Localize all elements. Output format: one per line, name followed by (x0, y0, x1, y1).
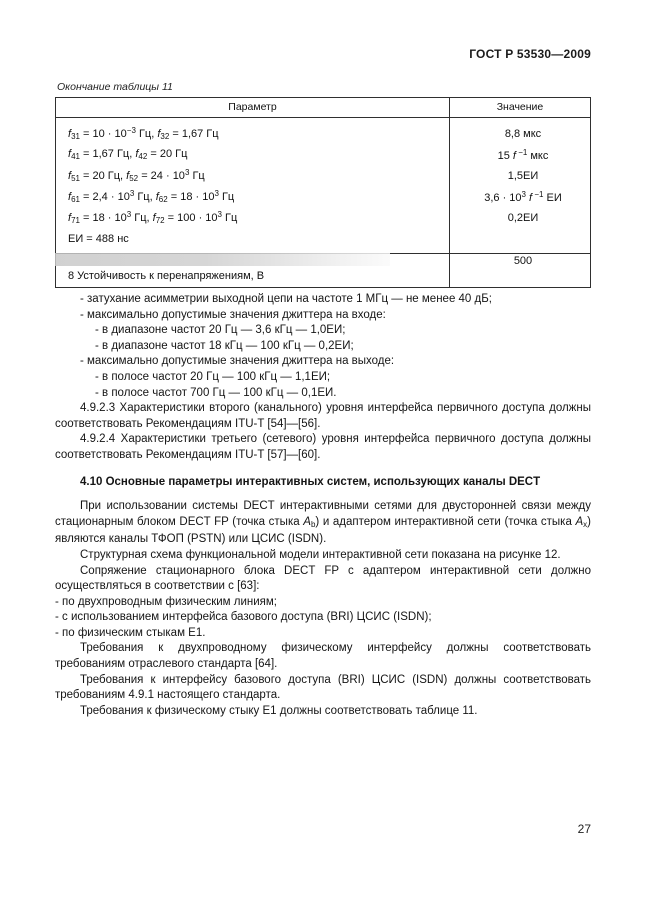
body-text (55, 292, 591, 719)
paragraph: Требования к интерфейсу базового доступа (BRI) ЦСИС (ISDN) должны соответствовать требованиям 4.9.1 настоящего стандарта. (55, 673, 591, 702)
column-header-value: Значение (450, 98, 591, 118)
table-row (56, 186, 591, 207)
param-cell: $f_{51} = 20$ Гц, $f_{52} = 24 \cdot 10^3$ Гц (56, 165, 450, 186)
param-cell: 8 Устойчивость к перенапряжениям, В (56, 254, 450, 288)
table-caption: Окончание таблицы 11 (57, 81, 173, 93)
paragraph: 4.9.2.4 Характеристики третьего (сетевого) уровня интерфейса первичного доступа должны соответствовать Рекомендациям ITU-T [57]—[60]. (55, 433, 591, 461)
value-cell: 0,2ЕИ (450, 207, 591, 228)
value-cell: 500 (450, 254, 591, 288)
table-row (56, 165, 591, 186)
list-item: - с использованием интерфейса базового доступа (BRI) ЦСИС (ISDN); (55, 611, 432, 624)
column-header-param: Параметр (56, 98, 450, 118)
param-cell: $f_{61} = 2,4 \cdot 10^3$ Гц, $f_{62} = 18 \cdot 10^3$ Гц (56, 186, 450, 207)
page-number: 27 (577, 822, 591, 836)
table-row (56, 144, 591, 165)
list-item: - в полосе частот 20 Гц — 100 кГц — 1,1ЕИ; (95, 370, 331, 383)
list-item: - затухание асимметрии выходной цепи на частоте 1 МГц — не менее 40 дБ; (80, 293, 492, 305)
value-cell: 15 f $^{-1}$ мкс (450, 144, 591, 165)
paragraph: 4.9.2.3 Характеристики второго (канального) уровня интерфейса первичного доступа должны соответствовать Рекомендациям ITU-T [54]—[56]. (55, 402, 591, 430)
value-cell: $3,6 \cdot 10^3$ f $^{-1}$ ЕИ (450, 186, 591, 207)
paragraph: Требования к двухпроводному физическому интерфейсу должны соответствовать требованиям отраслевого стандарта [64]. (55, 642, 591, 671)
list-item: - максимально допустимые значения джиттера на входе: (80, 308, 386, 321)
paragraph: При использовании системы DECT интерактивными сетями для двусторонней связи между стационарным блоком DECT FP (точка стыка $A_b$) и адаптером интерактивной сети (точка стыка $A_x$) являются каналы ТФОП (PSTN) или ЦСИС (ISDN). (55, 500, 591, 546)
list-item: - в диапазоне частот 20 Гц — 3,6 кГц — 1,0ЕИ; (95, 324, 346, 337)
param-cell: $f_{31} = 10 \cdot 10^{-3}$ Гц, $f_{32} = 1,67$ Гц (56, 118, 450, 145)
param-cell: ЕИ = 488 нс (56, 228, 450, 254)
list-item: - по двухпроводным физическим линиям; (55, 595, 277, 608)
table-row (56, 118, 591, 145)
list-item: - по физическим стыкам Е1. (55, 626, 206, 639)
list-item: - максимально допустимые значения джиттера на выходе: (80, 355, 395, 368)
value-cell: 1,5ЕИ (450, 165, 591, 186)
paragraph: Сопряжение стационарного блока DECT FP с адаптером интерактивной сети должно осуществляться в соответствии с [63]: (55, 564, 591, 593)
list-item: - в полосе частот 700 Гц — 100 кГц — 0,1ЕИ. (95, 386, 337, 399)
param-cell: $f_{41} = 1,67$ Гц, $f_{42} = 20$ Гц (56, 144, 450, 165)
table-row (56, 228, 591, 254)
param-cell: $f_{71} = 18 \cdot 10^3$ Гц, $f_{72} = 100 \cdot 10^3$ Гц (56, 207, 450, 228)
paragraph: Требования к физическому стыку Е1 должны соответствовать таблице 11. (80, 704, 478, 717)
list-item: - в диапазоне частот 18 кГц — 100 кГц — 0,2ЕИ; (95, 339, 354, 352)
table-row (56, 207, 591, 228)
value-cell: 8,8 мкс (450, 118, 591, 145)
section-heading: 4.10 Основные параметры интерактивных систем, использующих каналы DECT (80, 475, 541, 488)
scan-artifact (55, 253, 390, 266)
paragraph: Структурная схема функциональной модели интерактивной сети показана на рисунке 12. (80, 548, 561, 561)
table-header-row (56, 98, 591, 118)
value-cell (450, 228, 591, 254)
document-code: ГОСТ Р 53530—2009 (469, 47, 591, 61)
